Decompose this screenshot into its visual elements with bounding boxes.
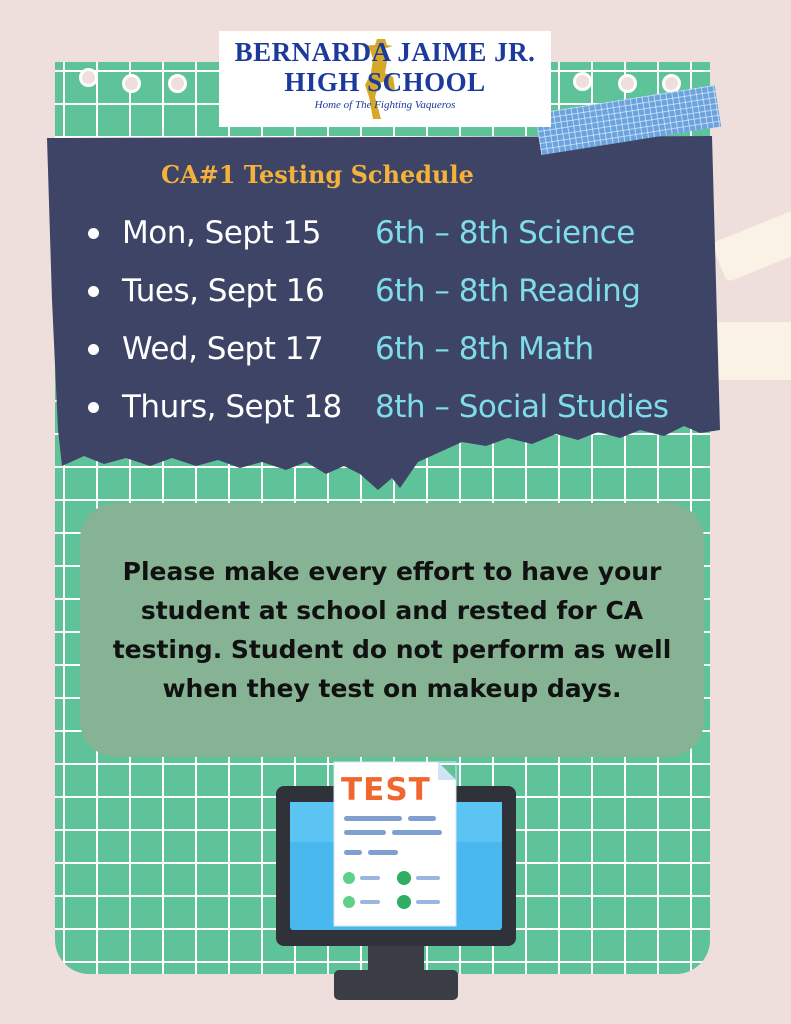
school-name-line1: BERNARDA JAIME JR. xyxy=(234,37,536,67)
school-logo xyxy=(219,31,551,127)
schedule-title: CA#1 Testing Schedule xyxy=(161,160,474,189)
notice-text: Please make every effort to have your student at school and rested for CA testing. Student do not perform as well when they test on makeup days. xyxy=(112,557,672,703)
bullet-icon xyxy=(88,344,99,355)
schedule-day: Mon, Sept 15 xyxy=(122,215,321,251)
schedule-subject: 8th – Social Studies xyxy=(375,389,669,425)
bullet-icon xyxy=(88,402,99,413)
schedule-day: Thurs, Sept 18 xyxy=(122,389,342,425)
test-label: TEST xyxy=(341,772,431,808)
school-tagline: Home of The Fighting Vaqueros xyxy=(314,99,456,111)
schedule-row xyxy=(88,204,669,262)
schedule-row xyxy=(88,378,669,436)
notice-box xyxy=(80,503,704,757)
bullet-icon xyxy=(88,286,99,297)
schedule-subject: 6th – 8th Science xyxy=(375,215,635,251)
schedule-list xyxy=(88,204,669,436)
schedule-day: Wed, Sept 17 xyxy=(122,331,324,367)
schedule-row xyxy=(88,320,669,378)
bullet-icon xyxy=(88,228,99,239)
schedule-subject: 6th – 8th Reading xyxy=(375,273,641,309)
schedule-subject: 6th – 8th Math xyxy=(375,331,594,367)
schedule-day: Tues, Sept 16 xyxy=(122,273,325,309)
schedule-row xyxy=(88,262,669,320)
school-name-line2: HIGH SCHOOL xyxy=(284,67,486,97)
